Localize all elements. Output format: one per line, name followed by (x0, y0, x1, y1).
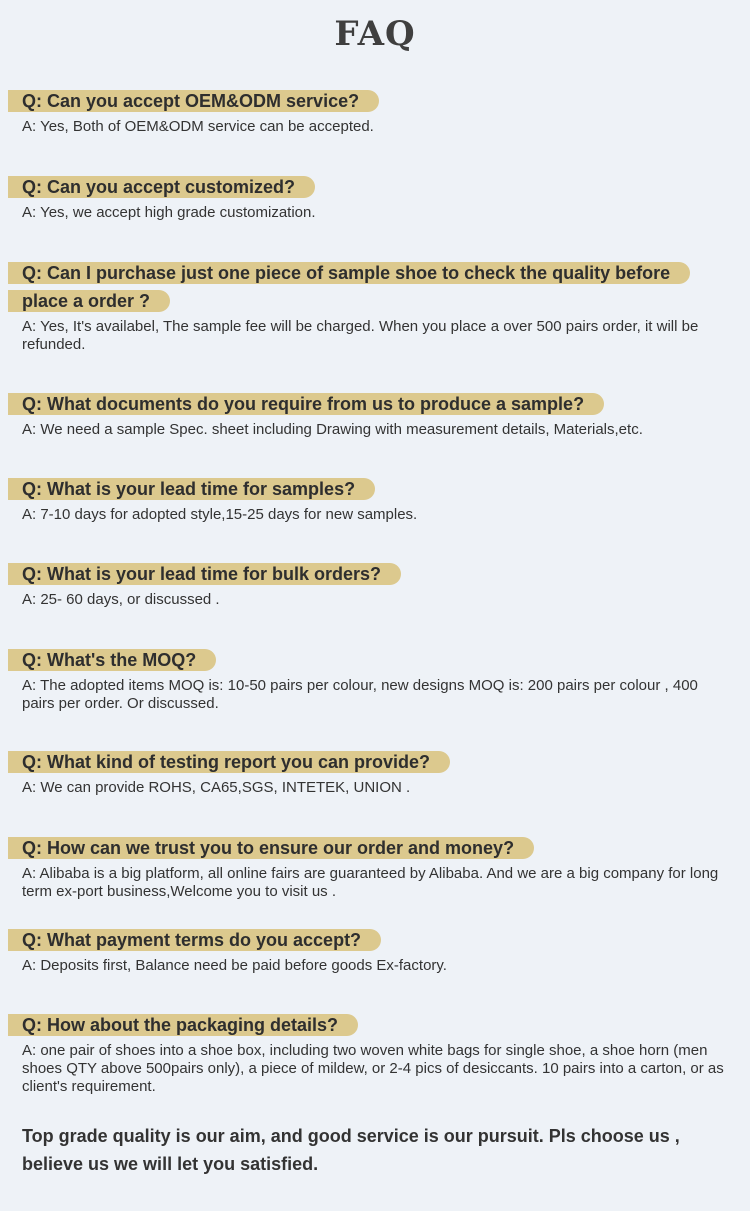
question-label: Q: What kind of testing report you can provide? (8, 751, 450, 773)
answer-text: A: Alibaba is a big platform, all online fairs are guaranteed by Alibaba. And we are a big company for long term ex-port business,Welcome you to visit us . (22, 865, 719, 900)
faq-item-documents (0, 393, 750, 439)
answer-text: A: Yes, Both of OEM&ODM service can be accepted. (22, 118, 374, 135)
question-label: Q: How can we trust you to ensure our order and money? (8, 837, 534, 859)
faq-item-packaging (0, 1014, 750, 1096)
question-label: Q: What's the MOQ? (8, 649, 216, 671)
answer-text: A: The adopted items MOQ is: 10-50 pairs per colour, new designs MOQ is: 200 pairs per colour , 400 pairs per order. Or discussed. (22, 677, 698, 712)
answer-text: A: 25- 60 days, or discussed . (22, 591, 220, 608)
question-label: Q: What is your lead time for bulk orders? (8, 563, 401, 585)
faq-item-oem (0, 90, 750, 136)
answer-text: A: one pair of shoes into a shoe box, including two woven white bags for single shoe, a shoe horn (men shoes QTY above 500pairs only), a piece of mildew, or 2-4 pics of desiccants. 10 pairs into a carton, or as client's requirement. (22, 1042, 724, 1095)
question-label: Q: Can you accept OEM&ODM service? (8, 90, 379, 112)
page-title: FAQ (334, 14, 416, 54)
faq-item-sample-shoe (0, 262, 750, 354)
answer-text: A: Deposits first, Balance need be paid before goods Ex-factory. (22, 957, 447, 974)
question-label: Q: What documents do you require from us to produce a sample? (8, 393, 604, 415)
faq-item-bulk-lead-time (0, 563, 750, 609)
answer-text: A: Yes, It's availabel, The sample fee will be charged. When you place a over 500 pairs order, it will be refunded. (22, 318, 699, 353)
answer-text: A: Yes, we accept high grade customization. (22, 204, 316, 221)
question-label-line2: place a order ? (8, 290, 170, 312)
faq-item-payment-terms (0, 929, 750, 975)
answer-text: A: 7-10 days for adopted style,15-25 days for new samples. (22, 506, 418, 523)
faq-item-sample-lead-time (0, 478, 750, 524)
closing-statement: Top grade quality is our aim, and good service is our pursuit. Pls choose us , believe us we will let you satisfied. (22, 1126, 680, 1174)
answer-text: A: We can provide ROHS, CA65,SGS, INTETEK, UNION . (22, 779, 411, 796)
faq-item-testing-report (0, 751, 750, 797)
question-label: Q: What is your lead time for samples? (8, 478, 375, 500)
question-label: Q: Can you accept customized? (8, 176, 315, 198)
faq-item-moq (0, 649, 750, 713)
answer-text: A: We need a sample Spec. sheet including Drawing with measurement details, Materials,etc. (22, 421, 643, 438)
question-label-line1: Q: Can I purchase just one piece of sample shoe to check the quality before (8, 262, 690, 284)
faq-item-customized (0, 176, 750, 222)
question-label: Q: What payment terms do you accept? (8, 929, 381, 951)
question-label: Q: How about the packaging details? (8, 1014, 358, 1036)
faq-item-trust (0, 837, 750, 901)
